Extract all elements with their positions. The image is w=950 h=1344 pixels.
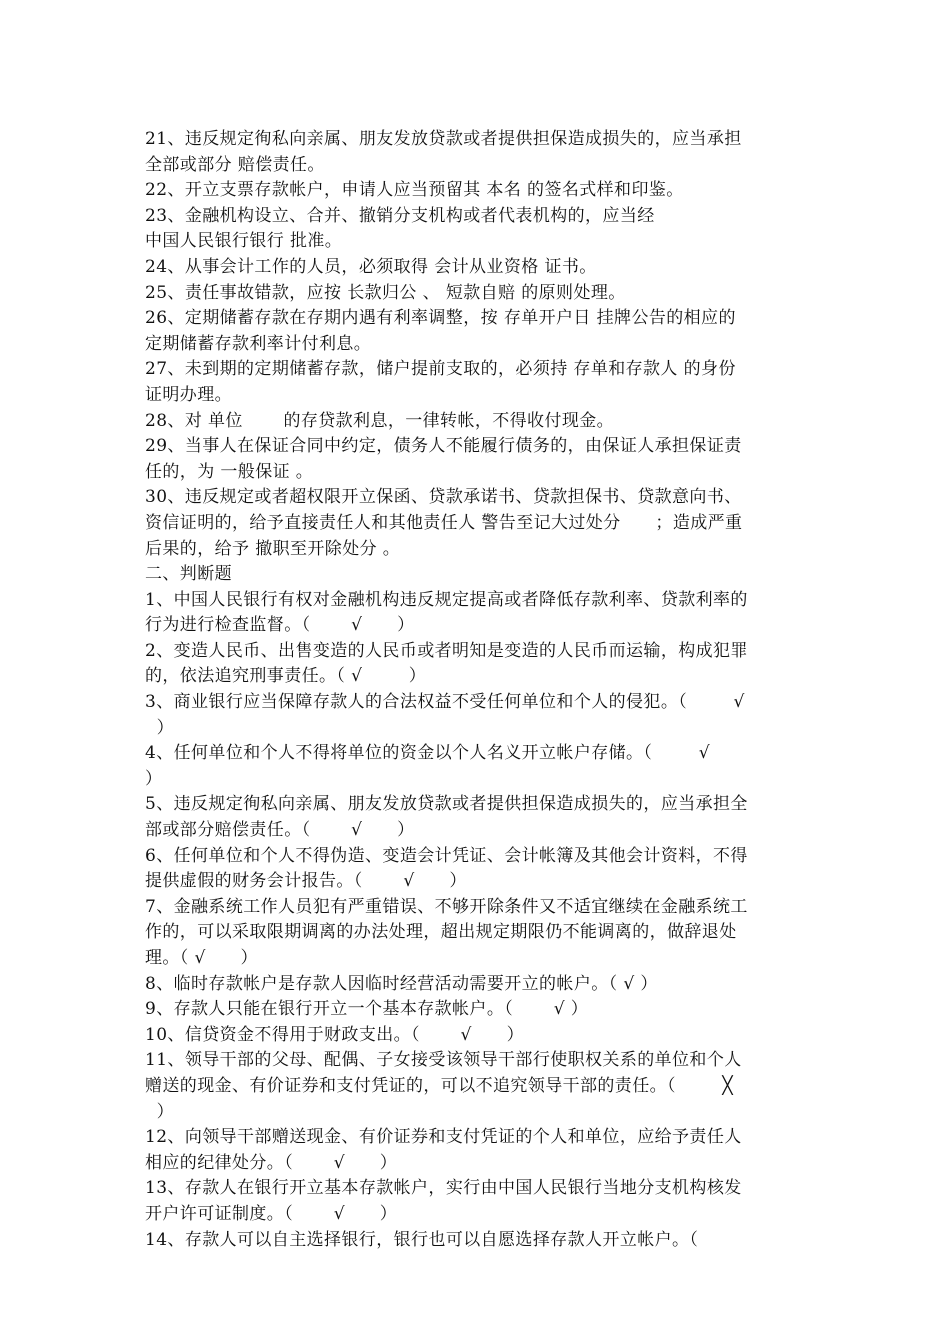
text-line: 7、金融系统工作人员犯有严重错误、不够开除条件又不适宜继续在金融系统工	[145, 896, 748, 917]
text-line: 23、金融机构设立、合并、撤销分支机构或者代表机构的，应当经	[145, 205, 655, 226]
text-line: 30、违反规定或者超权限开立保函、贷款承诺书、贷款担保书、贷款意向书、	[145, 487, 742, 508]
text-line: 赠送的现金、有价证券和支付凭证的，可以不追究领导干部的责任。（ ╳	[145, 1075, 733, 1096]
text-line: 12、向领导干部赠送现金、有价证券和支付凭证的个人和单位，应给予责任人	[145, 1127, 742, 1148]
text-line: 行为进行检查监督。（ √ ）	[145, 615, 415, 636]
text-line: 28、对 单位 的存贷款利息，一律转帐，不得收付现金。	[145, 410, 615, 431]
text-line: 2、变造人民币、出售变造的人民币或者明知是变造的人民币而运输，构成犯罪	[145, 640, 748, 661]
text-line: 14、存款人可以自主选择银行，银行也可以自愿选择存款人开立帐户。（	[145, 1229, 699, 1250]
text-line: 作的，可以采取限期调离的办法处理，超出规定期限仍不能调离的，做辞退处	[145, 922, 737, 943]
text-line: 4、任何单位和个人不得将单位的资金以个人名义开立帐户存储。（ √	[145, 743, 710, 764]
text-line: 26、定期储蓄存款在存期内遇有利率调整，按 存单开户日 挂牌公告的相应的	[145, 308, 736, 329]
text-line: 中国人民银行银行 批准。	[145, 231, 343, 252]
text-line: ）	[145, 717, 175, 738]
text-line: 24、从事会计工作的人员，必须取得 会计从业资格 证书。	[145, 256, 597, 277]
text-line: 后果的，给予 撤职至开除处分 。	[145, 538, 401, 559]
text-line: 提供虚假的财务会计报告。（ √ ）	[145, 871, 467, 892]
text-line: 开户许可证制度。（ √ ）	[145, 1203, 398, 1224]
text-line: 的，依法追究刑事责任。（ √ ）	[145, 666, 427, 687]
text-line: 部或部分赔偿责任。（ √ ）	[145, 820, 415, 841]
text-line: 8、临时存款帐户是存款人因临时经营活动需要开立的帐户。（ √ ）	[145, 973, 658, 994]
text-line: 任的，为 一般保证 。	[145, 461, 314, 482]
text-line: ）	[145, 768, 163, 789]
text-line: 11、领导干部的父母、配偶、子女接受该领导干部行使职权关系的单位和个人	[145, 1050, 742, 1071]
text-line: 证明办理。	[145, 384, 232, 405]
text-line: 27、未到期的定期储蓄存款，储户提前支取的，必须持 存单和存款人 的身份	[145, 359, 736, 380]
text-line: 13、存款人在银行开立基本存款帐户，实行由中国人民银行当地分支机构核发	[145, 1178, 742, 1199]
text-line: 理。（ √ ）	[145, 948, 258, 968]
text-line: 二、判断题	[145, 564, 232, 585]
text-line: 全部或部分 赔偿责任。	[145, 154, 325, 175]
text-line: 资信证明的，给予直接责任人和其他责任人 警告至记大过处分 ；造成严重	[145, 512, 743, 533]
text-line: 1、中国人民银行有权对金融机构违反规定提高或者降低存款利率、贷款利率的	[145, 589, 748, 610]
text-line: 相应的纪律处分。（ √ ）	[145, 1152, 398, 1173]
text-line: 定期储蓄存款利率计付利息。	[145, 333, 372, 354]
text-line: 9、存款人只能在银行开立一个基本存款帐户。（ √ ）	[145, 999, 589, 1020]
text-line: 29、当事人在保证合同中约定，债务人不能履行债务的，由保证人承担保证责	[145, 436, 742, 457]
text-line: ）	[145, 1101, 175, 1122]
text-line: 3、商业银行应当保障存款人的合法权益不受任何单位和个人的侵犯。（ √	[145, 692, 745, 713]
text-line: 25、责任事故错款，应按 长款归公 、 短款自赔 的原则处理。	[145, 282, 626, 303]
document-body	[145, 127, 810, 1253]
text-line: 6、任何单位和个人不得伪造、变造会计凭证、会计帐簿及其他会计资料，不得	[145, 845, 748, 866]
text-line: 21、违反规定徇私向亲属、朋友发放贷款或者提供担保造成损失的，应当承担	[145, 129, 742, 149]
text-line: 22、开立支票存款帐户，申请人应当预留其 本名 的签名式样和印鉴。	[145, 180, 684, 201]
text-line: 10、信贷资金不得用于财政支出。（ √ ）	[145, 1024, 525, 1045]
text-line: 5、违反规定徇私向亲属、朋友发放贷款或者提供担保造成损失的，应当承担全	[145, 794, 748, 815]
